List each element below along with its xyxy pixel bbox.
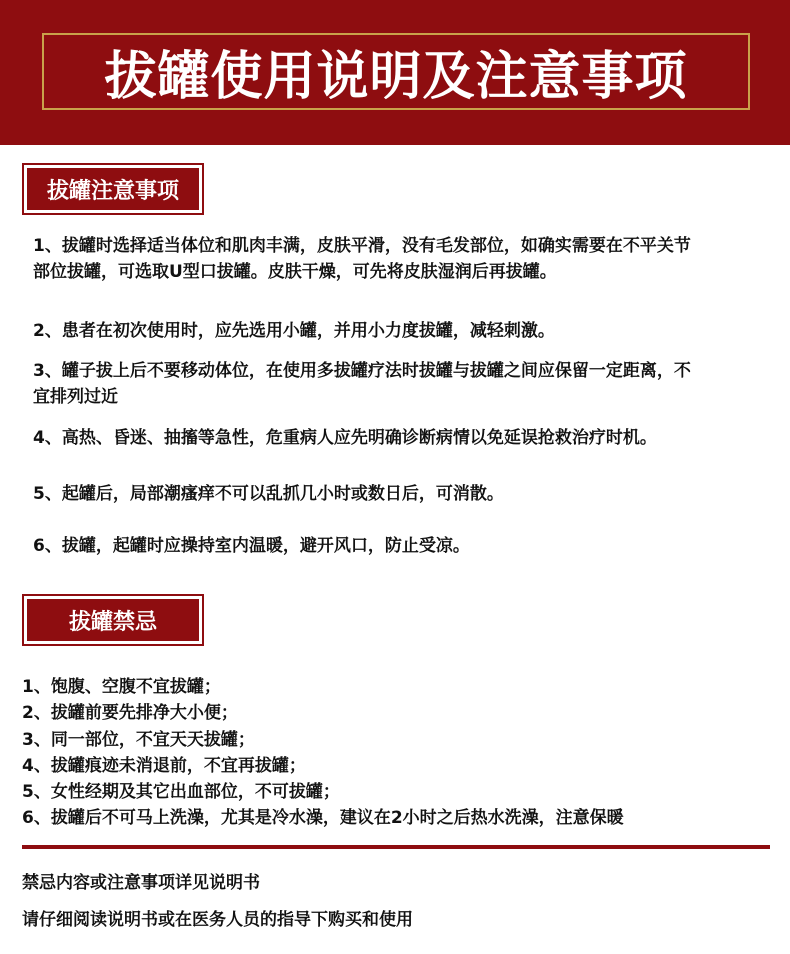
precaution-item-2: 2、患者在初次使用时，应先选用小罐，并用小力度拔罐，减轻刺激。 — [33, 321, 555, 341]
title-frame — [42, 33, 750, 110]
contraindications-heading — [22, 594, 204, 646]
contraindication-item-6: 6、拔罐后不可马上洗澡，尤其是冷水澡，建议在2小时之后热水洗澡，注意保暖 — [22, 808, 624, 828]
footer-note-2: 请仔细阅读说明书或在医务人员的指导下购买和使用 — [22, 910, 413, 930]
contraindication-item-2: 2、拔罐前要先排净大小便； — [22, 703, 238, 723]
precautions-heading-label: 拔罐注意事项 — [27, 168, 199, 210]
precautions-heading — [22, 163, 204, 215]
contraindication-item-3: 3、同一部位，不宜天天拔罐； — [22, 730, 255, 750]
contraindications-heading-label: 拔罐禁忌 — [27, 599, 199, 641]
precaution-item-6: 6、拔罐，起罐时应操持室内温暖，避开风口，防止受凉。 — [33, 536, 470, 556]
precaution-item-5: 5、起罐后，局部潮瘙痒不可以乱抓几小时或数日后，可消散。 — [33, 484, 504, 504]
footer-divider — [22, 845, 770, 849]
page-title: 拔罐使用说明及注意事项 — [104, 47, 688, 107]
footer-note-1: 禁忌内容或注意事项详见说明书 — [22, 873, 260, 893]
contraindication-item-5: 5、女性经期及其它出血部位，不可拔罐； — [22, 782, 340, 802]
precaution-item-3: 3、罐子拔上后不要移动体位，在使用多拔罐疗法时拔罐与拔罐之间应保留一定距离，不宜排列过近 — [33, 361, 691, 407]
contraindication-item-1: 1、饱腹、空腹不宜拔罐； — [22, 677, 221, 697]
contraindication-item-4: 4、拔罐痕迹未消退前，不宜再拔罐； — [22, 756, 306, 776]
precaution-item-1: 1、拔罐时选择适当体位和肌肉丰满，皮肤平滑，没有毛发部位，如确实需要在不平关节部位拔罐，可选取U型口拔罐。皮肤干燥，可先将皮肤湿润后再拔罐。 — [33, 236, 691, 282]
precaution-item-4: 4、高热、昏迷、抽搐等急性，危重病人应先明确诊断病情以免延误抢救治疗时机。 — [33, 428, 657, 448]
title-banner — [0, 0, 790, 145]
